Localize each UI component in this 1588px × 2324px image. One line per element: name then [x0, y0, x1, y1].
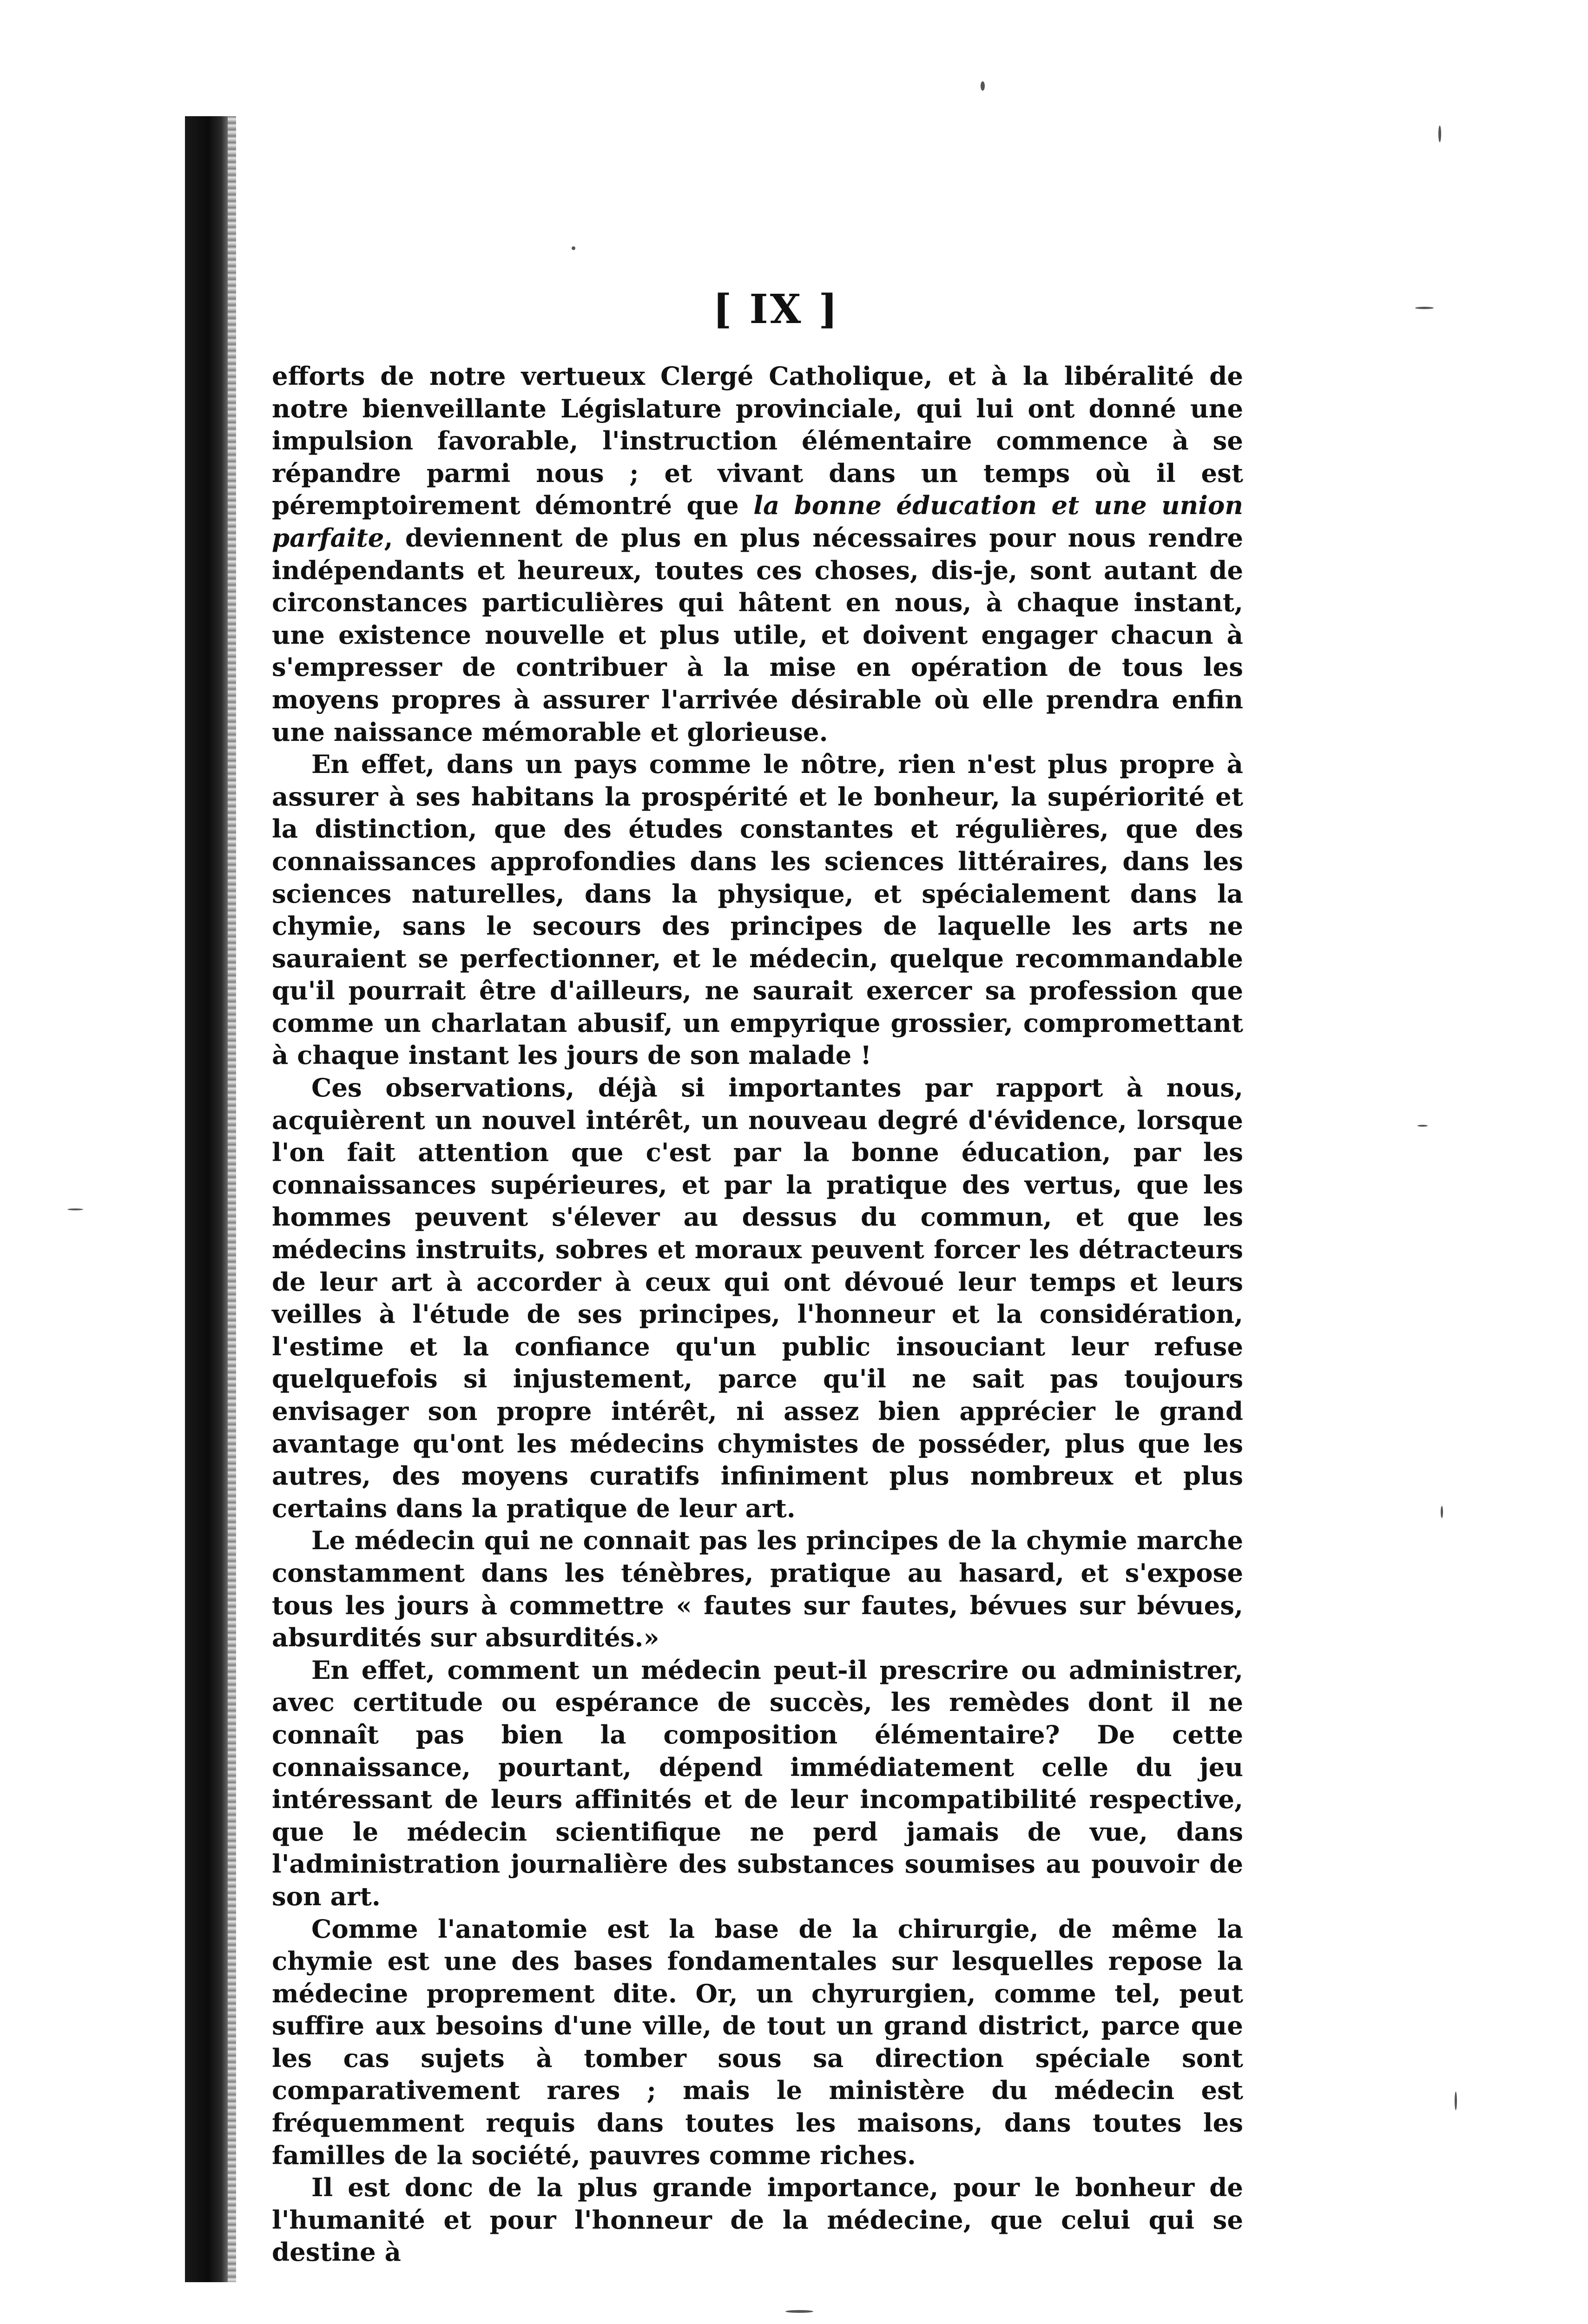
body-text [272, 360, 1243, 2269]
scan-speck [1438, 125, 1441, 142]
page-number: [ IX ] [712, 286, 840, 333]
paragraph-1-part-1: efforts de notre vertueux Clergé Catholique, et à la libéralité de notre bienveillante Législature provinciale, qui lui ont donné une impulsion favorable, l'instruction élémentaire commence à se répandre parmi nous ; et vivant dans un temps où il est péremptoirement démontré que [272, 361, 1243, 521]
paragraph-7: Il est donc de la plus grande importance, pour le bonheur de l'humanité et pour l'honneur de la médecine, que celui qui se destine à [272, 2172, 1243, 2267]
paragraph-2: En effet, dans un pays comme le nôtre, rien n'est plus propre à assurer à ses habitans la prospérité et le bonheur, la supériorité et la distinction, que des études constantes et régulières, que des connaissances approfondies dans les sciences littéraires, dans les sciences naturelles, dans la physique, et spécialement dans la chymie, sans le secours des principes de laquelle les arts ne sauraient se perfectionner, et le médecin, quelque recommandable qu'il pourrait être d'ailleurs, ne saurait exercer sa profession que comme un charlatan abusif, un empyrique grossier, compromettant à chaque instant les jours de son malade ! [272, 749, 1243, 1070]
scan-speck [981, 81, 985, 91]
paragraph-3: Ces observations, déjà si importantes par rapport à nous, acquièrent un nouvel intérêt, un nouveau degré d'évidence, lorsque l'on fait attention que c'est par la bonne éducation, par les connaissances supérieures, et par la pratique des vertus, que les hommes peuvent s'élever au dessus du commun, et que les médecins instruits, sobres et moraux peuvent forcer les détracteurs de leur art à accorder à ceux qui ont dévoué leur temps et leurs veilles à l'étude de ses principes, l'honneur et la considération, l'estime et la confiance qu'un public insouciant leur refuse quelquefois si injustement, parce qu'il ne sait pas toujours envisager son propre intérêt, ni assez bien apprécier le grand avantage qu'ont les médecins chymistes de posséder, plus que les autres, des moyens curatifs infiniment plus nombreux et plus certains dans la pratique de leur art. [272, 1073, 1243, 1523]
scan-speck [67, 1208, 83, 1210]
scan-speck [785, 2310, 813, 2313]
scan-speck [1417, 1125, 1428, 1127]
scan-speck [1455, 2092, 1457, 2110]
scan-speck [1415, 307, 1434, 309]
paragraph-1 [272, 360, 1243, 748]
binding-edge [185, 116, 228, 2282]
scan-speck [572, 246, 575, 250]
paragraph-1-part-2: , deviennent de plus en plus nécessaires pour nous rendre indépendants et heureux, toutes ces choses, dis-je, sont autant de circonstances particulières qui hâtent en nous, à chaque instant, une existence nouvelle et plus utile, et doivent engager chacun à s'empresser de contribuer à la mise en opération de tous les moyens propres à assurer l'arrivée désirable où elle prendra enfin une naissance mémorable et glorieuse. [272, 522, 1243, 747]
scan-speck [1441, 1506, 1443, 1518]
paragraph-6: Comme l'anatomie est la base de la chirurgie, de même la chymie est une des bases fondamentales sur lesquelles repose la médecine proprement dite. Or, un chyrurgien, comme tel, peut suffire aux besoins d'une ville, de tout un grand district, parce que les cas sujets à tomber sous sa direction spéciale sont comparativement rares ; mais le ministère du médecin est fréquemment requis dans toutes les maisons, dans toutes les familles de la société, pauvres comme riches. [272, 1914, 1243, 2170]
paragraph-1-italic-phrase: la bonne éducation et une union parfaite [272, 490, 1243, 553]
paragraph-4: Le médecin qui ne connait pas les principes de la chymie marche constamment dans les ténèbres, pratique au hasard, et s'expose tous les jours à commettre « fautes sur fautes, bévues sur bévues, absurdités sur absurdités.» [272, 1525, 1243, 1653]
paragraph-5: En effet, comment un médecin peut-il prescrire ou administrer, avec certitude ou espérance de succès, les remèdes dont il ne connaît pas bien la composition élémentaire? De cette connaissance, pourtant, dépend immédiatement celle du jeu intéressant de leurs affinités et de leur incompatibilité respective, que le médecin scientifique ne perd jamais de vue, dans l'administration journalière des substances soumises au pouvoir de son art. [272, 1655, 1243, 1911]
